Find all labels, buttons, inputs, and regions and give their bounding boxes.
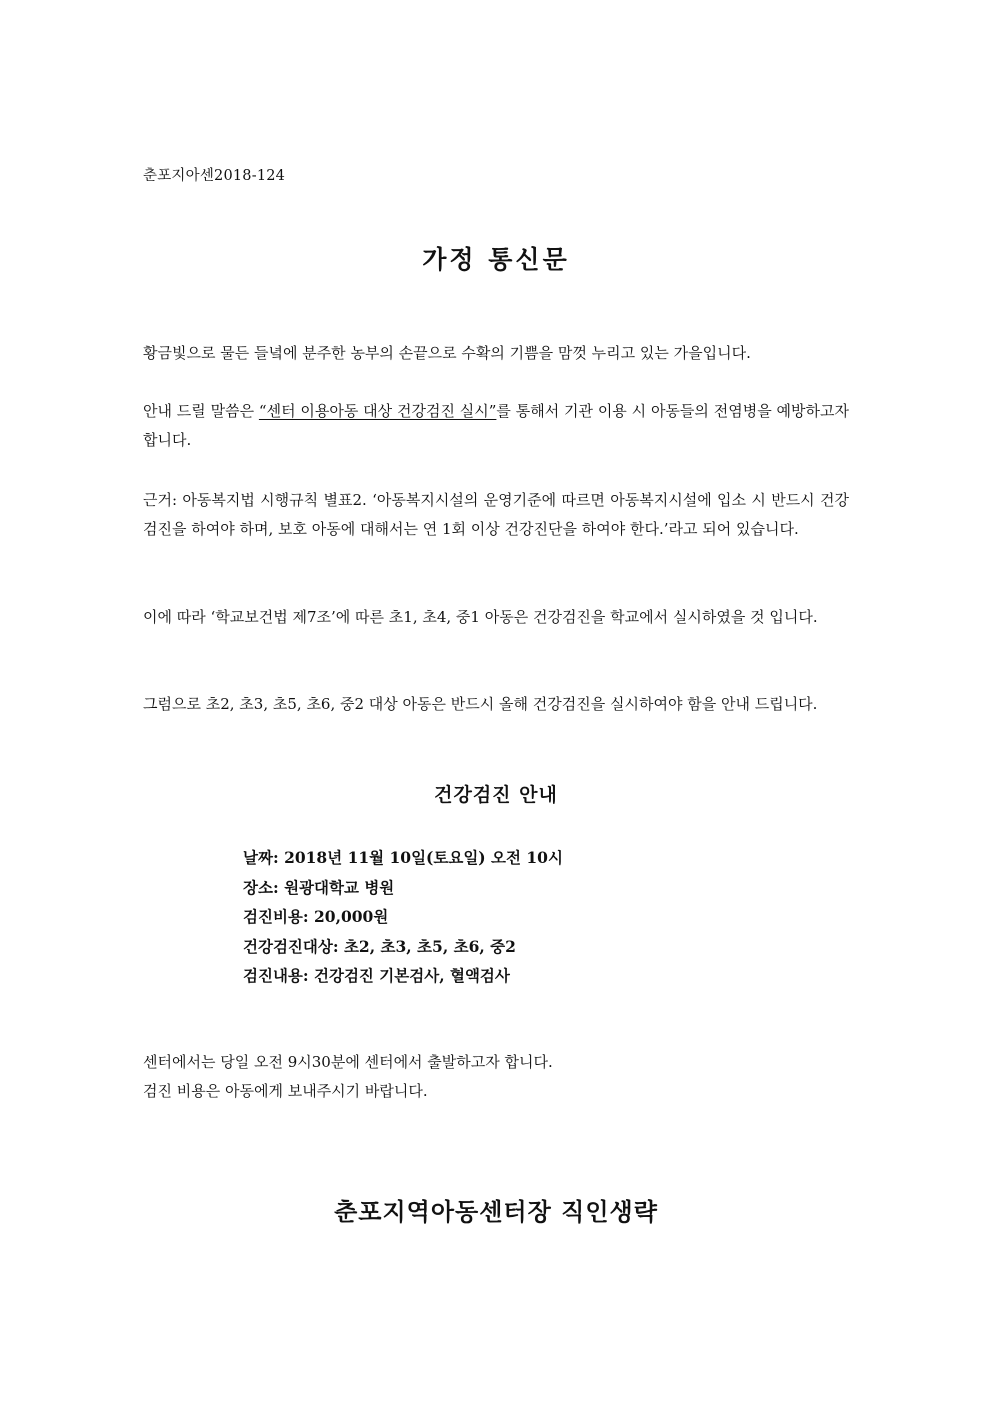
paragraph-target-notice: 그럼으로 초2, 초3, 초5, 초6, 중2 대상 아동은 반드시 올해 건강검진을 실시하여야 함을 안내 드립니다. xyxy=(143,695,818,713)
paragraph-legal-basis: 근거: 아동복지법 시행규칙 별표2. ‘아동복지시설의 운영기준에 따르면 아동복지시설에 입소 시 반드시 건강검진을 하여야 하며, 보호 아동에 대해서는 연 1회 이상 건강진단을 하여야 한다.’라고 되어 있습니다. xyxy=(143,491,849,538)
signature-line: 춘포지역아동센터장 직인생략 xyxy=(334,1197,658,1226)
paragraph-school-checkup: 이에 따라 ‘학교보건법 제7조’에 따른 초1, 초4, 중1 아동은 건강검진을 학교에서 실시하였을 것 입니다. xyxy=(143,608,818,626)
detail-target: 건강검진대상: 초2, 초3, 초5, 초6, 중2 xyxy=(243,936,516,956)
closing-payment: 검진 비용은 아동에게 보내주시기 바랍니다. xyxy=(143,1082,428,1100)
purpose-highlight: “센터 이용아동 대상 건강검진 실시” xyxy=(258,402,497,420)
paragraph-greeting: 황금빛으로 물든 들녘에 분주한 농부의 손끝으로 수확의 기쁨을 맘껏 누리고 있는 가을입니다. xyxy=(143,344,751,362)
document-number: 춘포지아센2018-124 xyxy=(143,168,286,184)
closing-departure: 센터에서는 당일 오전 9시30분에 센터에서 출발하고자 합니다. xyxy=(143,1053,553,1071)
detail-location: 장소: 원광대학교 병원 xyxy=(243,877,395,897)
paragraph-purpose xyxy=(143,397,849,455)
detail-cost: 검진비용: 20,000원 xyxy=(243,907,389,926)
purpose-text-after: 를 통해서 기관 이용 시 아동들의 전염병을 예방하고자 합니다. xyxy=(143,402,849,449)
checkup-details xyxy=(243,843,803,991)
purpose-text-before: 안내 드릴 말씀은 xyxy=(143,402,259,420)
detail-date: 날짜: 2018년 11월 10일(토요일) 오전 10시 xyxy=(243,848,563,867)
closing-notes xyxy=(143,1048,849,1106)
section-heading: 건강검진 안내 xyxy=(434,784,558,806)
detail-content: 검진내용: 건강검진 기본검사, 혈액검사 xyxy=(243,966,510,985)
document-title: 가정 통신문 xyxy=(422,245,570,274)
